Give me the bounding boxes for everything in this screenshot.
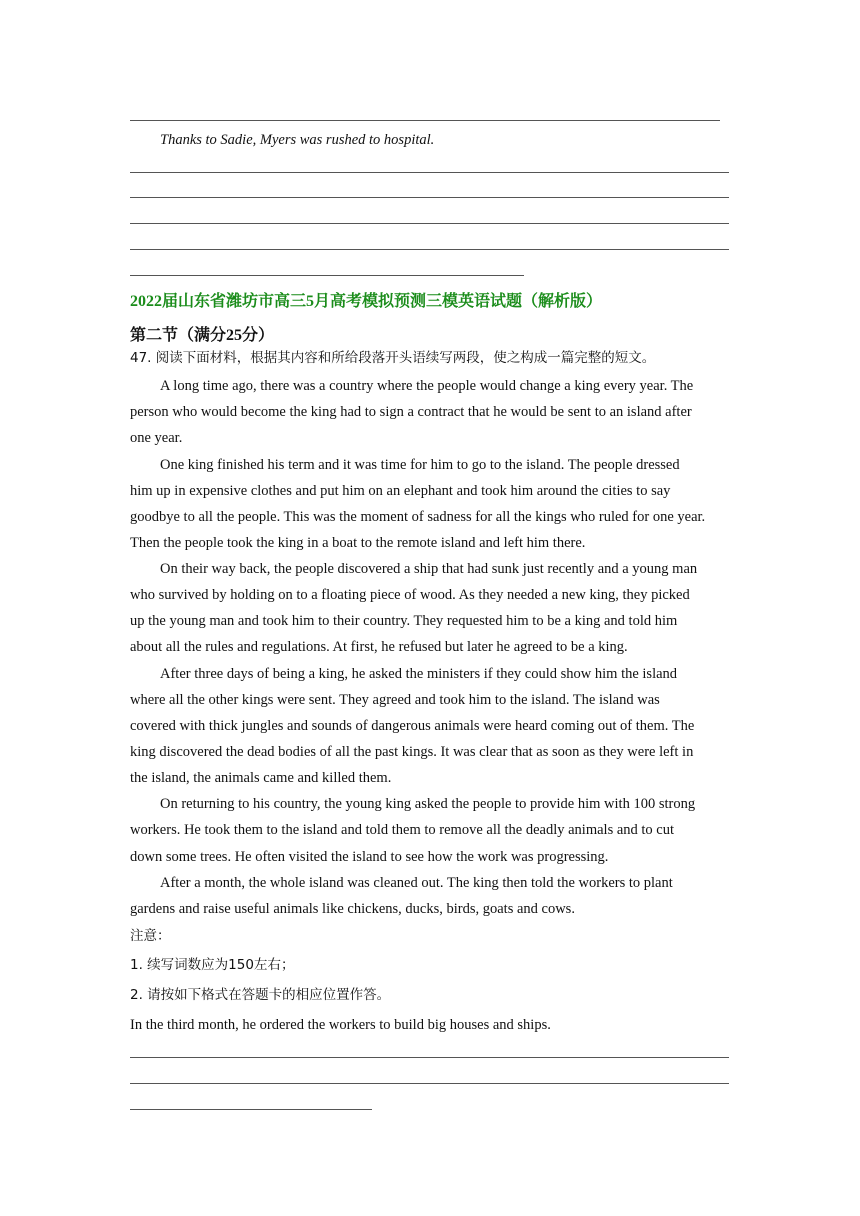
answer-line bbox=[130, 1109, 372, 1110]
notes-item: 2. 请按如下格式在答题卡的相应位置作答。 bbox=[130, 987, 391, 1003]
passage-line: king discovered the dead bodies of all the past kings. It was clear that as soon as they were left in bbox=[130, 744, 694, 760]
prompt-sentence: In the third month, he ordered the workers to build big houses and ships. bbox=[130, 1017, 551, 1033]
passage-line: covered with thick jungles and sounds of dangerous animals were heard coming out of them. The bbox=[130, 718, 695, 734]
passage-line: him up in expensive clothes and put him on an elephant and took him around the cities to say bbox=[130, 483, 671, 499]
passage-line: After a month, the whole island was cleaned out. The king then told the workers to plant bbox=[160, 875, 673, 891]
answer-line bbox=[130, 197, 729, 198]
answer-line bbox=[130, 223, 729, 224]
answer-line bbox=[130, 249, 729, 250]
exam-title: 2022届山东省潍坊市高三5月高考模拟预测三模英语试题（解析版） bbox=[130, 293, 603, 310]
notes-item: 1. 续写词数应为150左右； bbox=[130, 957, 295, 973]
passage-line: who survived by holding on to a floating piece of wood. As they needed a new king, they picked bbox=[130, 587, 690, 603]
passage-line: workers. He took them to the island and told them to remove all the deadly animals and to cut bbox=[130, 822, 675, 838]
passage-line: A long time ago, there was a country where the people would change a king every year. The bbox=[160, 378, 694, 394]
notes-label: 注意： bbox=[130, 928, 171, 944]
passage-line: After three days of being a king, he asked the ministers if they could show him the island bbox=[160, 666, 678, 682]
section-heading: 第二节（满分25分） bbox=[130, 327, 275, 344]
passage-line: about all the rules and regulations. At first, he refused but later he agreed to be a king. bbox=[130, 639, 628, 655]
passage-line: goodbye to all the people. This was the moment of sadness for all the kings who ruled for one year. bbox=[130, 509, 706, 525]
passage-line: where all the other kings were sent. They agreed and took him to the island. The island was bbox=[130, 692, 660, 708]
answer-line bbox=[130, 172, 729, 173]
passage-line: One king finished his term and it was time for him to go to the island. The people dressed bbox=[160, 457, 680, 473]
passage-line: person who would become the king had to sign a contract that he would be sent to an island after bbox=[130, 404, 692, 420]
answer-line bbox=[130, 1057, 729, 1058]
passage-line: Then the people took the king in a boat to the remote island and left him there. bbox=[130, 535, 586, 551]
passage-line: up the young man and took him to their country. They requested him to be a king and told him bbox=[130, 613, 678, 629]
continuation-sentence: Thanks to Sadie, Myers was rushed to hospital. bbox=[160, 132, 435, 148]
passage-line: On returning to his country, the young king asked the people to provide him with 100 strong bbox=[160, 796, 696, 812]
answer-line bbox=[130, 120, 720, 121]
question-instruction: 47. 阅读下面材料，根据其内容和所给段落开头语续写两段，使之构成一篇完整的短文。 bbox=[130, 350, 656, 366]
passage-line: On their way back, the people discovered a ship that had sunk just recently and a young man bbox=[160, 561, 698, 577]
answer-line bbox=[130, 275, 524, 276]
passage-line: the island, the animals came and killed them. bbox=[130, 770, 392, 786]
answer-line bbox=[130, 1083, 729, 1084]
passage-line: down some trees. He often visited the island to see how the work was progressing. bbox=[130, 849, 609, 865]
passage-line: gardens and raise useful animals like chickens, ducks, birds, goats and cows. bbox=[130, 901, 575, 917]
passage-line: one year. bbox=[130, 430, 183, 446]
